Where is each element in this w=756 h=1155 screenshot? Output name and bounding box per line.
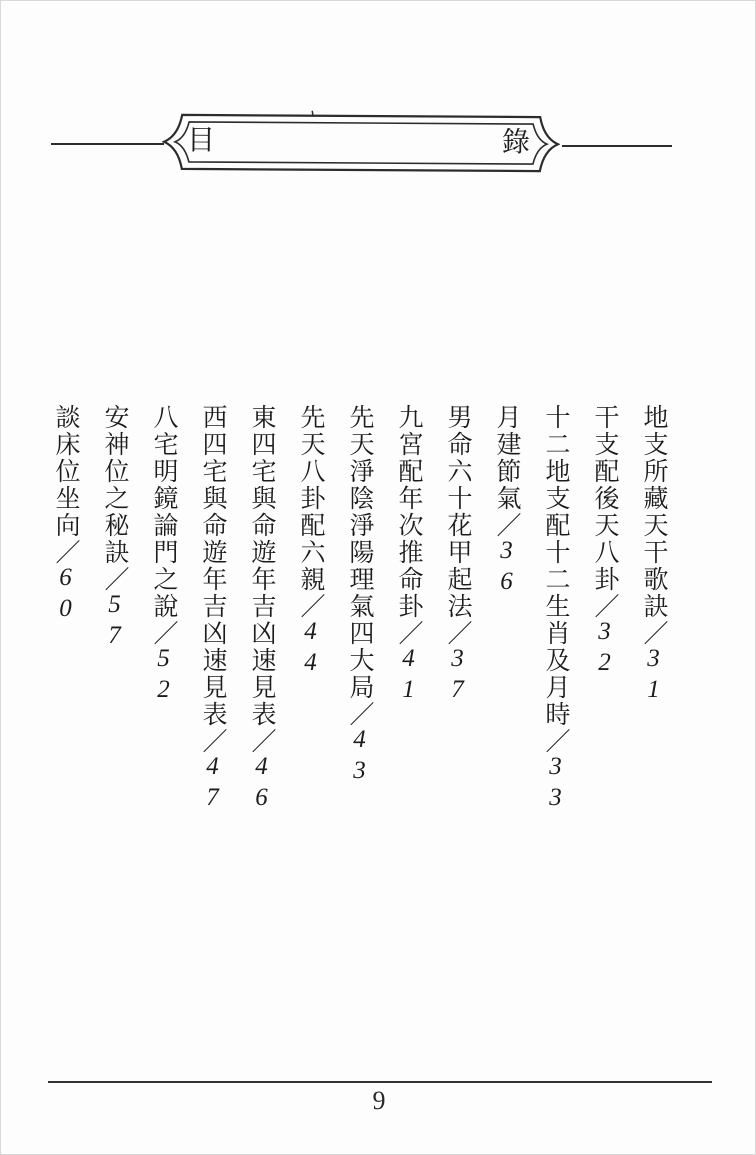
toc-entry-page: 41 <box>395 645 422 707</box>
toc-entry <box>445 404 470 834</box>
banner-frame-icon <box>162 109 560 177</box>
toc-entry <box>592 404 617 834</box>
toc-entry-separator: ／ <box>591 593 618 618</box>
toc-entry-title: 西四宅與命遊年吉凶速見表 <box>199 404 226 728</box>
toc-entry-separator: ／ <box>101 566 128 591</box>
footer-rule <box>48 1081 712 1083</box>
header-rule-left <box>51 143 164 145</box>
toc-entry-title: 先天八卦配六親 <box>297 404 324 593</box>
toc-entry <box>396 404 421 834</box>
toc-entry-page: 46 <box>248 753 275 815</box>
toc-entry-separator: ／ <box>640 620 667 645</box>
toc-entry-separator: ／ <box>395 620 422 645</box>
toc-entry-separator: ／ <box>52 539 79 564</box>
toc-entry-page: 47 <box>199 753 226 815</box>
toc-entry-title: 談床位坐向 <box>52 404 79 539</box>
toc-entry <box>494 404 519 834</box>
toc-entry-page: 33 <box>542 753 569 815</box>
toc-entry-page: 32 <box>591 618 618 680</box>
toc-entry-title: 八宅明鏡論門之說 <box>150 404 177 620</box>
toc-entry <box>200 404 225 834</box>
toc-entry <box>249 404 274 834</box>
toc-entry-page: 60 <box>52 564 79 626</box>
page-number: 9 <box>372 1086 386 1115</box>
toc-entry-page: 57 <box>101 591 128 653</box>
toc-entry <box>347 404 372 834</box>
toc-entry-page: 36 <box>493 537 520 599</box>
toc-entry-title: 九宮配年次推命卦 <box>395 404 422 620</box>
toc-list <box>53 404 666 834</box>
toc-entry <box>641 404 666 834</box>
toc-entry-page: 37 <box>444 645 471 707</box>
toc-entry-separator: ／ <box>542 728 569 753</box>
toc-entry <box>543 404 568 834</box>
toc-entry-separator: ／ <box>297 593 324 618</box>
toc-entry-separator: ／ <box>346 701 373 726</box>
banner-title-char-right: 錄 <box>501 127 531 159</box>
toc-entry-title: 先天淨陰淨陽理氣四大局 <box>346 404 373 701</box>
toc-entry-separator: ／ <box>248 728 275 753</box>
toc-entry <box>53 404 78 834</box>
toc-entry-title: 東四宅與命遊年吉凶速見表 <box>248 404 275 728</box>
toc-entry-page: 52 <box>150 645 177 707</box>
toc-entry <box>151 404 176 834</box>
toc-entry-title: 月建節氣 <box>493 404 520 512</box>
toc-entry-title: 安神位之秘訣 <box>101 404 128 566</box>
toc-entry-separator: ／ <box>199 728 226 753</box>
toc-entry-page: 44 <box>297 618 324 680</box>
header-rule-right <box>562 145 672 147</box>
toc-entry-title: 地支所藏天干歌訣 <box>640 404 667 620</box>
toc-entry-separator: ／ <box>150 620 177 645</box>
toc-entry-page: 43 <box>346 726 373 788</box>
toc-entry-page: 31 <box>640 645 667 707</box>
toc-entry-separator: ／ <box>444 620 471 645</box>
toc-entry-title: 男命六十花甲起法 <box>444 404 471 620</box>
toc-entry <box>298 404 323 834</box>
toc-entry-title: 十二地支配十二生肖及月時 <box>542 404 569 728</box>
toc-entry-title: 干支配後天八卦 <box>591 404 618 593</box>
banner-title-char-left: 目 <box>186 125 216 157</box>
title-banner <box>162 109 560 177</box>
toc-entry-separator: ／ <box>493 512 520 537</box>
toc-entry <box>102 404 127 834</box>
